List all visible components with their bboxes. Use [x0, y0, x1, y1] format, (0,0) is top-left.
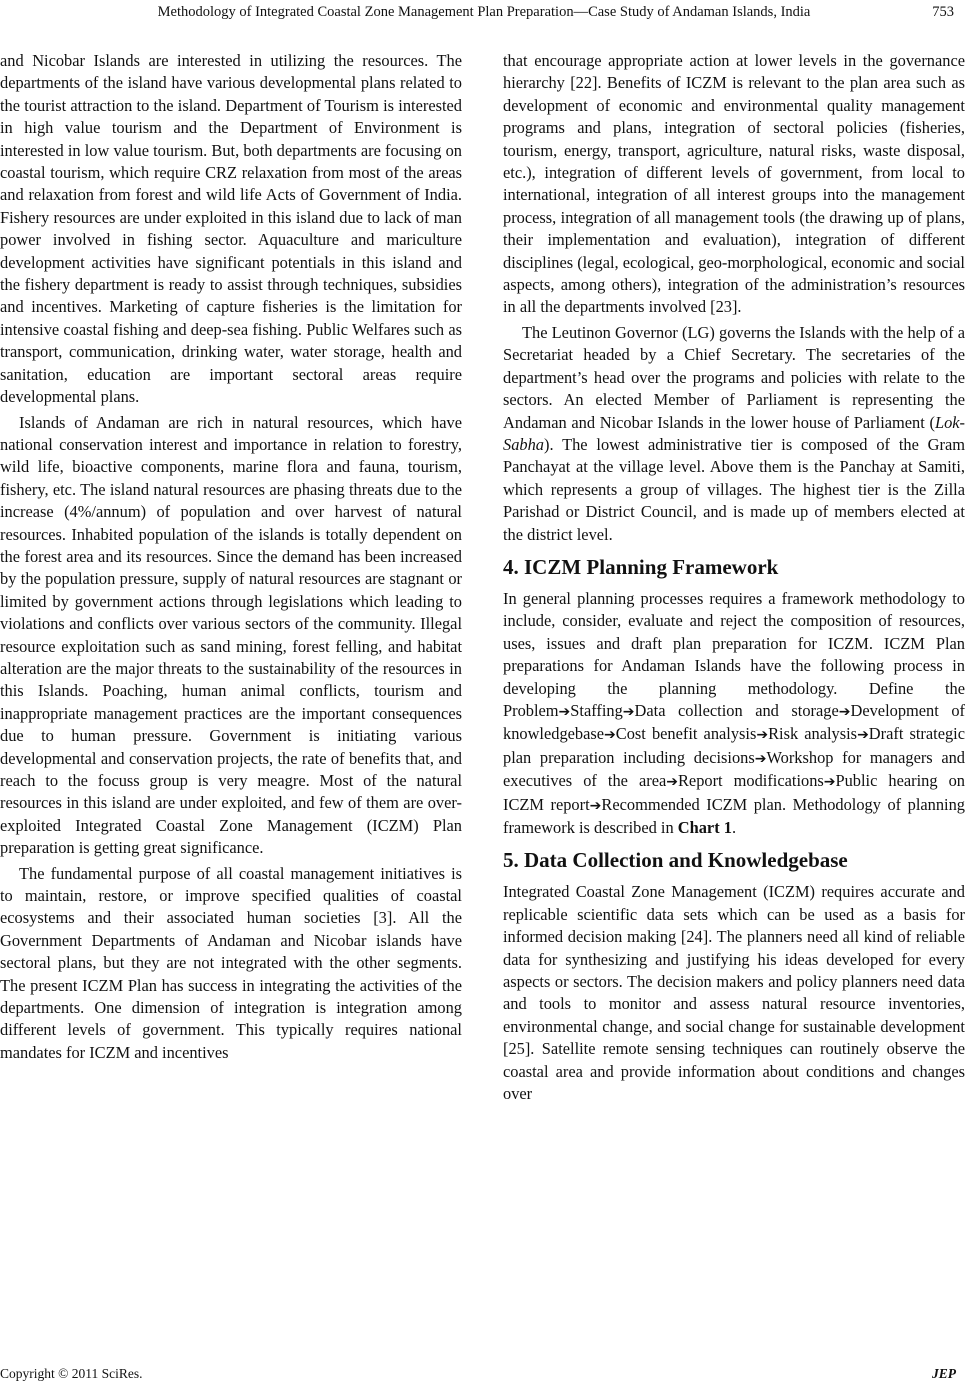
arrow-right-icon: ➔	[589, 797, 602, 814]
page-number: 753	[932, 4, 954, 20]
paragraph: that encourage appropriate action at lower levels in the governance hierarchy [22]. Benefits of ICZM is relevant to the plan area such as development of economic and environmental quality management programs and plans, integration of sectoral policies (fisheries, tourism, energy, transport, agriculture, natural risks, waste disposal, etc.), integration of different levels of government, from local to international, integration of all interest groups into the management process, integration of all management tools (the drawing up of plans, their implementation and evaluation), integration of different disciplines (legal, ecological, geo-morphological, economic and social aspects, among others), integration of the administration’s resources in all the departments involved [23].	[503, 51, 965, 317]
text-span: ). The lowest administrative tier is composed of the Gram Panchayat at the village level. Above them is the Panchay at Samiti, which represents a group of villages. The highest tier is the Zilla Parishad or District Council, and is made up of members elected at the district level.	[503, 434, 965, 544]
paragraph	[503, 588, 965, 839]
chart-reference: Chart 1	[677, 818, 732, 837]
paragraph: Integrated Coastal Zone Management (ICZM) requires accurate and replicable scientific data sets which can be used as a basis for informed decision making [24]. The planners need all kind of reliable data for synthesizing and justifying his ideas developed for every aspects or sectors. The decision makers and policy planners need data and tools to monitor and assess natural resource inventories, environmental change, and social change for sustainable development [25]. Satellite remote sensing techniques can routinely observe the coastal area and provide information about conditions and changes over	[503, 882, 965, 1104]
running-title: Methodology of Integrated Coastal Zone Management Plan Preparation—Case Study of Andaman Islands, India	[157, 4, 811, 20]
arrow-right-icon: ➔	[622, 703, 635, 720]
arrow-right-icon: ➔	[754, 750, 767, 767]
left-column	[0, 50, 462, 1067]
arrow-right-icon: ➔	[838, 703, 851, 720]
section-heading: 5. Data Collection and Knowledgebase	[503, 848, 848, 873]
running-header	[0, 4, 968, 28]
process-step: Public hearing on ICZM report	[503, 771, 965, 814]
arrow-right-icon: ➔	[558, 703, 571, 720]
process-step: Report modifications	[677, 771, 824, 791]
process-step: Staffing	[570, 700, 623, 720]
paragraph: and Nicobar Islands are interested in utilizing the resources. The departments of the island have various developmental plans related to the tourist attraction to the island. Department of Tourism is interested in high value tourism and the Department of Environment is interested in low value tourism. But, both departments are focusing on coastal tourism, which require CRZ relaxation from most of the areas and relaxation from forest and wild life Acts of Government of India. Fishery resources are under exploited in this island due to lack of man power involved in fishing sector. Aquaculture and mariculture development activities have significant potentials in this island and the fishery department is ready to assist through techniques, subsidies and incentives. Marketing of capture fisheries is the limitation for intensive coastal fishing and deep-sea fishing. Public Welfares such as transport, communication, drinking water, water storage, health and sanitation, education are important sectoral areas require developmental plans.	[0, 51, 462, 407]
process-step: Recommended ICZM plan.	[601, 794, 787, 814]
copyright-notice: Copyright © 2011 SciRes.	[0, 1366, 143, 1381]
arrow-right-icon: ➔	[604, 727, 616, 744]
text-span: Methodology of planning framework is described in	[503, 794, 965, 837]
paragraph: Islands of Andaman are rich in natural resources, which have national conservation interest and importance in relation to forestry, wild life, bioactive components, marine flora and fauna, tourism, fishery, etc. The island natural resources are phasing threats due to the increase (4%/annum) of population and over harvest of natural resources. Inhabited population of the islands is totally dependent on the forest area and its resources. Since the demand has been increased by the population pressure, supply of natural resources are stagnant or limited by government actions through legislations which leading to violations and conflicts over various sectors of the community. Illegal resource exploitation such as sand mining, forest felling, and habitat alteration are the major threats to the sustainability of the resources in this Islands. Poaching, human animal conflicts, tourism and inappropriate management practices are the important consequences due to human pressure. Government is initiating various developmental and conservation projects, the rate of benefits that, and reach to the focuss group is very meagre. Most of the natural resources in this island are under exploited, and few of them are over-exploited Integrated Coastal Zone Management (ICZM) Plan preparation is getting great significance.	[0, 412, 462, 858]
process-step: Draft strategic plan preparation including decisions	[503, 724, 965, 767]
text-span: .	[731, 818, 737, 837]
journal-abbrev: JEP	[931, 1366, 956, 1381]
process-step: Risk analysis	[768, 724, 858, 744]
process-step: Development of knowledgebase	[503, 700, 965, 744]
page-footer	[0, 1366, 968, 1384]
arrow-right-icon: ➔	[857, 727, 869, 744]
paragraph: The fundamental purpose of all coastal management initiatives is to maintain, restore, or improve specified qualities of coastal ecosystems and their associated human societies [3]. All the Government Departments of Andaman and Nicobar islands have sectoral plans, but they are not integrated with the other segments. The present ICZM Plan has success in integrating the activities of the departments. One dimension of integration is integration among different levels of government. This typically requires national mandates for ICZM and incentives	[0, 863, 462, 1062]
italic-term: Lok-Sabha	[503, 412, 965, 454]
text-span: In general planning processes requires a framework methodology to include, consider, evaluate and reject the composition of resources, uses, issues and draft plan preparation for ICZM. ICZM Plan preparations for Andaman Islands have the following process in developing the planning methodology. Define the Problem	[503, 588, 965, 720]
arrow-right-icon: ➔	[666, 774, 678, 791]
right-column	[503, 50, 965, 1108]
text-span: The Leutinon Governor (LG) governs the Islands with the help of a Secretariat headed by a Chief Secretary. The secretaries of the department’s head over the programs and policies with relate to the sectors. An elected Member of Parliament is representing the Andaman and Nicobar Islands in the lower house of Parliament (	[503, 322, 965, 432]
process-step: Data collection and storage	[634, 700, 839, 720]
arrow-right-icon: ➔	[823, 774, 836, 791]
section-heading: 4. ICZM Planning Framework	[503, 554, 779, 579]
process-step: Workshop for managers and executives of the area	[503, 747, 966, 791]
paragraph	[503, 322, 965, 546]
process-step: Cost benefit analysis	[615, 724, 757, 744]
arrow-right-icon: ➔	[756, 727, 769, 744]
